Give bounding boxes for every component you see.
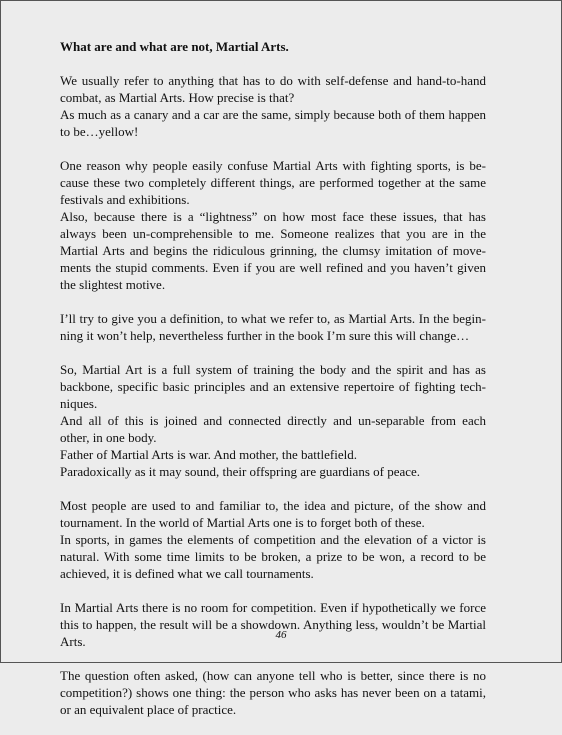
text-line: As much as a canary and a car are the same, simply because both of them happen [60,107,486,122]
text-line: So, Martial Art is a full system of training the body and the spirit and has as [60,362,486,377]
text-line: Also, because there is a “lightness” on how most face these issues, that has [60,209,486,224]
paragraph [60,310,486,344]
text-line: competition?) shows one thing: the person who asks has never been on a tatami, [60,685,486,700]
paragraph [60,72,486,140]
text-line: or an equivalent place of practice. [60,702,237,717]
text-line: ning it won’t help, nevertheless further in the book I’m sure this will change… [60,328,470,343]
text-line: The question often asked, (how can anyone tell who is better, since there is no [60,668,486,683]
text-line: Most people are used to and familiar to, the idea and picture, of the show and [60,498,486,513]
paragraph [60,667,486,718]
paragraph [60,599,486,650]
text-line: cause these two completely different things, are performed together at the same [60,175,486,190]
paragraph [60,497,486,582]
text-line: backbone, specific basic principles and an extensive repertoire of fighting tech- [60,379,486,394]
text-line: natural. With some time limits to be broken, a prize to be won, a record to be [60,549,486,564]
text-line: always been un-comprehensible to me. Someone realizes that you are in the [60,226,486,241]
text-line: We usually refer to anything that has to do with self-defense and hand-to-hand [60,73,486,88]
text-line: tournament. In the world of Martial Arts one is to forget both of these. [60,515,425,530]
text-line: I’ll try to give you a definition, to what we refer to, as Martial Arts. In the begin- [60,311,486,326]
text-line: this to happen, the result will be a showdown. Anything less, wouldn’t be Martial [60,617,486,632]
text-line: combat, as Martial Arts. How precise is that? [60,90,295,105]
text-line: In Martial Arts there is no room for competition. Even if hypothetically we force [60,600,486,615]
text-line: niques. [60,396,98,411]
text-line: And all of this is joined and connected directly and un-separable from each [60,413,486,428]
text-line: One reason why people easily confuse Martial Arts with fighting sports, is be- [60,158,486,173]
section-title: What are and what are not, Martial Arts. [60,39,289,54]
text-line: achieved, it is defined what we call tournaments. [60,566,314,581]
text-line: the slightest motive. [60,277,166,292]
text-line: Father of Martial Arts is war. And mother, the battlefield. [60,447,357,462]
text-line: Paradoxically as it may sound, their offspring are guardians of peace. [60,464,421,479]
text-line: other, in one body. [60,430,157,445]
page-number: 46 [275,629,287,641]
text-line: Martial Arts and begins the ridiculous grinning, the clumsy imitation of move- [60,243,486,258]
text-line: festivals and exhibitions. [60,192,190,207]
text-line: ments the stupid comments. Even if you are well refined and you haven’t given [60,260,486,275]
text-line: Arts. [60,634,86,649]
text-line: to be…yellow! [60,124,139,139]
paragraph [60,361,486,480]
text-line: In sports, in games the elements of competition and the elevation of a victor is [60,532,486,547]
body-text [60,72,486,718]
paragraph [60,157,486,293]
